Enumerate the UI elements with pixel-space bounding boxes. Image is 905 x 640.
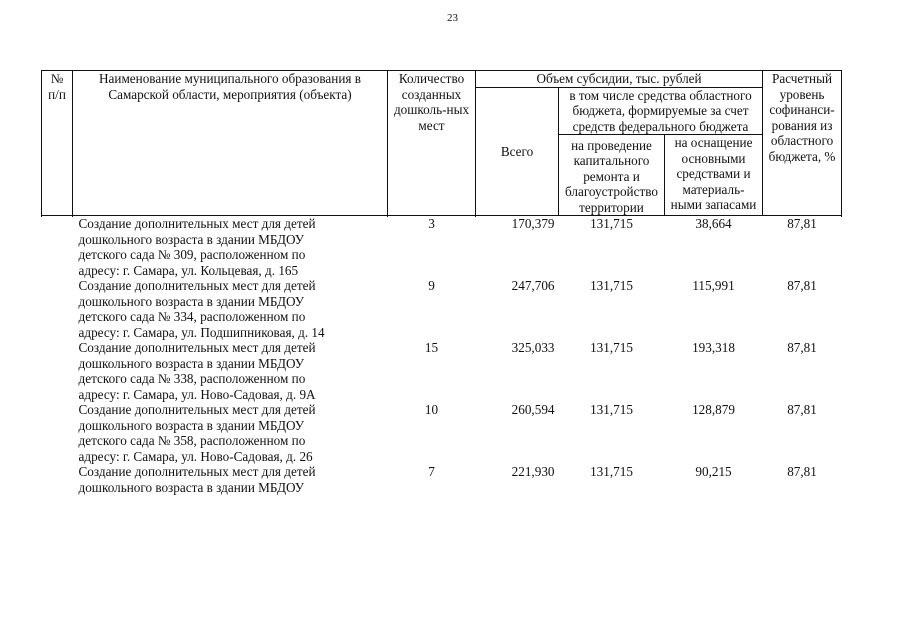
row-places-cell: 9 xyxy=(428,278,435,293)
header-col-total: Всего xyxy=(476,87,559,216)
row-number-cell xyxy=(42,402,73,464)
header-col-number: № п/п xyxy=(42,71,73,216)
row-equipment-cell: 128,879 xyxy=(692,402,735,417)
subsidy-table xyxy=(41,70,842,495)
row-rate-cell: 87,81 xyxy=(787,278,817,293)
header-col-rate: Расчетный уровень софинанси-рования из областного бюджета, % xyxy=(763,71,842,216)
row-number-cell xyxy=(42,340,73,402)
table-row xyxy=(42,402,842,464)
header-col-places: Количество созданных дошколь-ных мест xyxy=(388,71,476,216)
row-repair-cell: 131,715 xyxy=(590,340,633,355)
row-name-cell: Создание дополнительных мест для детей дошкольного возраста в здании МБДОУ детского сада № 334, расположенном по адресу: г. Самара, ул. Подшипниковая, д. 14 xyxy=(78,278,325,340)
table-row xyxy=(42,278,842,340)
header-col-volume: Объем субсидии, тыс. рублей xyxy=(476,71,763,88)
row-repair-cell: 131,715 xyxy=(590,215,633,231)
row-number-cell xyxy=(42,464,73,495)
page-number: 23 xyxy=(447,12,458,24)
row-number-cell xyxy=(42,278,73,340)
row-equipment-cell: 115,991 xyxy=(692,278,735,293)
row-rate-cell: 87,81 xyxy=(787,402,817,417)
header-col-equipment: на оснащение основными средствами и материаль-ными запасами xyxy=(665,135,763,216)
row-equipment-cell: 90,215 xyxy=(695,464,732,479)
row-name-cell: Создание дополнительных мест для детей дошкольного возраста в здании МБДОУ xyxy=(78,464,316,495)
row-rate-cell: 87,81 xyxy=(787,340,817,355)
row-total-cell: 325,033 xyxy=(511,340,555,355)
row-repair-cell: 131,715 xyxy=(590,278,633,293)
header-col-repair: на проведение капитального ремонта и благоустройство территории xyxy=(559,135,665,216)
row-rate-cell: 87,81 xyxy=(787,464,817,479)
row-name-cell: Создание дополнительных мест для детей дошкольного возраста в здании МБДОУ детского сада № 358, расположенном по адресу: г. Самара, ул. Ново-Садовая, д. 26 xyxy=(78,402,316,464)
row-rate-cell: 87,81 xyxy=(787,216,817,231)
row-places-cell: 15 xyxy=(424,340,439,355)
row-equipment-cell: 193,318 xyxy=(692,340,735,355)
row-places-cell: 7 xyxy=(428,464,435,479)
table-row xyxy=(42,340,842,402)
row-total-cell: 170,379 xyxy=(511,216,555,231)
row-equipment-cell: 38,664 xyxy=(695,215,732,231)
row-places-cell: 10 xyxy=(424,402,439,417)
row-repair-cell: 131,715 xyxy=(590,464,633,479)
row-number-cell xyxy=(42,216,73,279)
row-places-cell: 3 xyxy=(428,216,435,231)
table-row xyxy=(42,464,842,495)
table-body xyxy=(42,216,842,496)
header-col-regional: в том числе средства областного бюджета, формируемые за счет средств федерального бюджета xyxy=(559,87,763,135)
row-total-cell: 247,706 xyxy=(511,278,555,293)
row-name-cell: Создание дополнительных мест для детей дошкольного возраста в здании МБДОУ детского сада № 309, расположенном по адресу: г. Самара, ул. Кольцевая, д. 165 xyxy=(78,216,316,278)
row-name-cell: Создание дополнительных мест для детей дошкольного возраста в здании МБДОУ детского сада № 338, расположенном по адресу: г. Самара, ул. Ново-Садовая, д. 9А xyxy=(78,340,316,402)
row-repair-cell: 131,715 xyxy=(590,402,633,417)
row-total-cell: 260,594 xyxy=(511,402,555,417)
table-row xyxy=(42,216,842,279)
header-col-name: Наименование муниципального образования в Самарской области, мероприятия (объекта) xyxy=(73,71,388,216)
row-total-cell: 221,930 xyxy=(511,464,555,479)
